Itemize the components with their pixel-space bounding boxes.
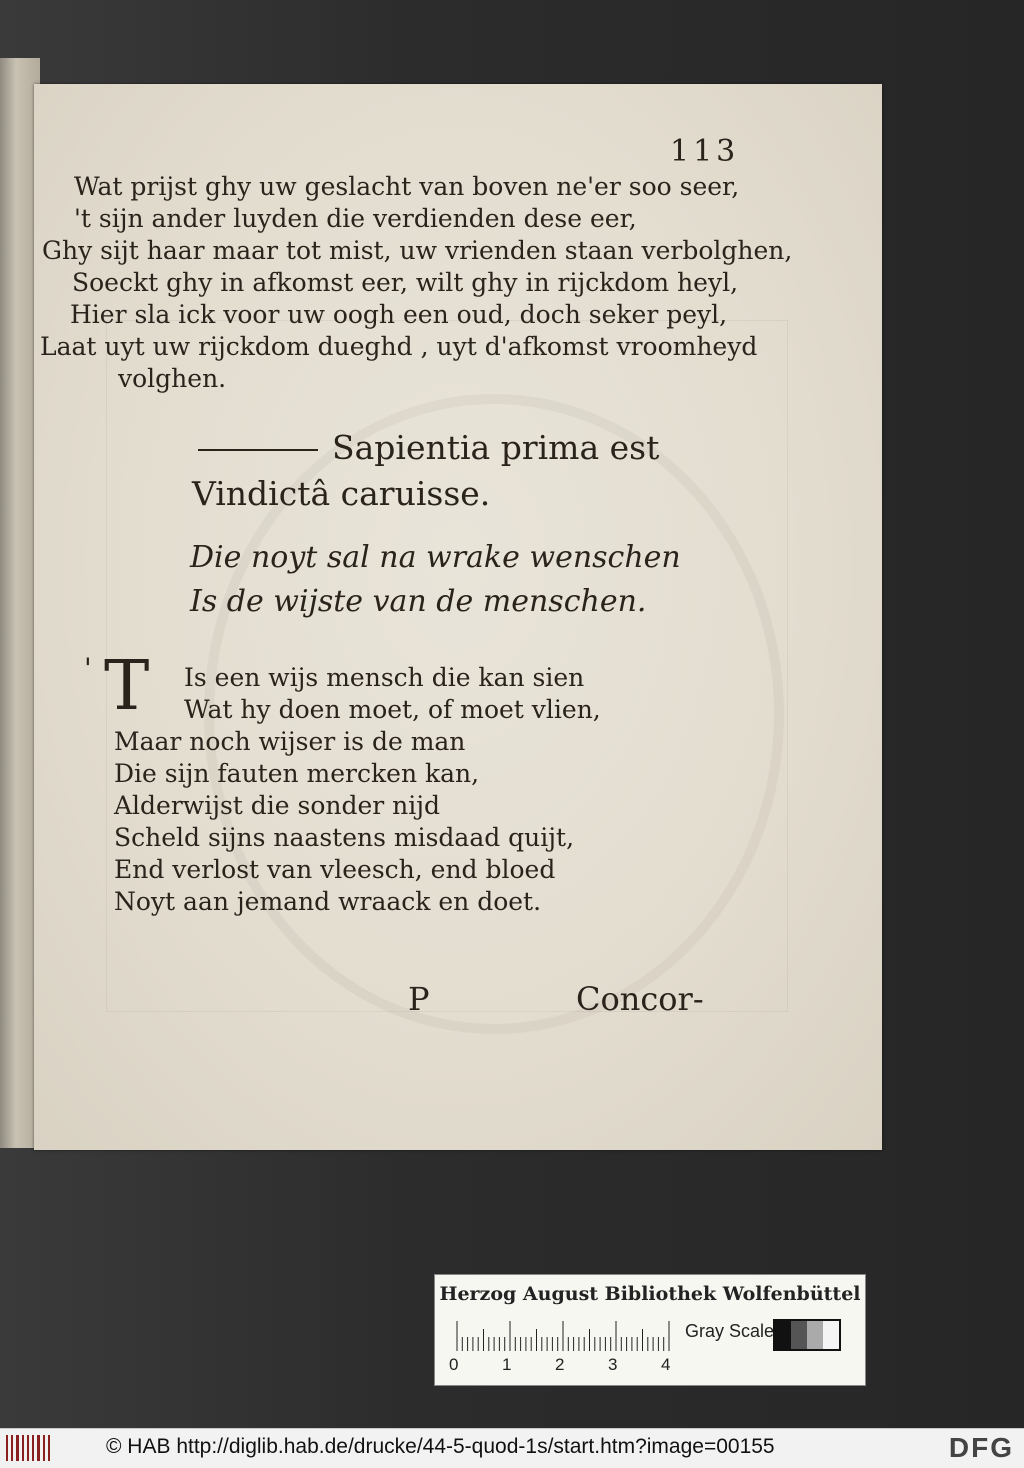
viewer-footer — [0, 1428, 1024, 1468]
verse-line-7: volghen. — [118, 364, 227, 393]
motto-line-1-text: Sapientia prima est — [332, 428, 660, 467]
gray-swatch — [807, 1321, 823, 1349]
verse-line-1: Wat prijst ghy uw geslacht van boven ne'er soo seer, — [74, 172, 740, 201]
catchword: Concor- — [576, 980, 704, 1018]
ruler-number: 0 — [449, 1355, 459, 1374]
apostrophe-mark: ' — [84, 652, 92, 685]
body-line-4: Die sijn fauten mercken kan, — [114, 759, 480, 788]
copyright-url[interactable]: © HAB http://diglib.hab.de/drucke/44-5-quod-1s/start.htm?image=00155 — [106, 1435, 775, 1458]
verse-line-3: Ghy sijt haar maar tot mist, uw vrienden staan verbolghen, — [42, 236, 793, 265]
body-line-8: Noyt aan jemand wraack en doet. — [114, 887, 542, 916]
italic-line-2: Is de wijste van de menschen. — [190, 584, 647, 619]
library-name: Herzog August Bibliothek Wolfenbüttel — [439, 1283, 861, 1305]
dfg-logo: DFG — [948, 1432, 1014, 1463]
body-line-2: Wat hy doen moet, of moet vlien, — [184, 695, 601, 724]
body-line-3: Maar noch wijser is de man — [114, 727, 466, 756]
gray-swatch — [775, 1321, 791, 1349]
library-color-label — [434, 1274, 866, 1386]
body-line-6: Scheld sijns naastens misdaad quijt, — [114, 823, 575, 852]
motto-line-1 — [198, 428, 659, 467]
motto-dash — [198, 449, 318, 451]
hab-logo-icon — [6, 1435, 50, 1461]
ruler-numbers — [449, 1355, 689, 1377]
italic-line-1: Die noyt sal na wrake wenschen — [190, 540, 681, 575]
ruler-number: 3 — [608, 1355, 618, 1374]
gray-scale-label: Gray Scale — [685, 1321, 775, 1341]
verse-line-4: Soeckt ghy in afkomst eer, wilt ghy in rijckdom heyl, — [72, 268, 739, 297]
verse-line-6: Laat uyt uw rijckdom dueghd , uyt d'afkomst vroomheyd — [40, 332, 758, 361]
body-line-7: End verlost van vleesch, end bloed — [114, 855, 556, 884]
gray-scale-swatches — [773, 1319, 841, 1351]
ruler-number: 2 — [555, 1355, 565, 1374]
ruler — [455, 1321, 675, 1351]
gray-swatch — [823, 1321, 839, 1349]
verse-line-5: Hier sla ick voor uw oogh een oud, doch seker peyl, — [70, 300, 728, 329]
ruler-number: 4 — [661, 1355, 671, 1374]
motto-line-2: Vindictâ caruisse. — [192, 474, 491, 513]
drop-cap: T — [104, 647, 150, 726]
page-number: 113 — [670, 134, 740, 169]
book-page — [34, 84, 882, 1150]
body-line-1: Is een wijs mensch die kan sien — [184, 663, 585, 692]
gray-swatch — [791, 1321, 807, 1349]
signature-mark: P — [408, 980, 430, 1018]
body-line-5: Alderwijst die sonder nijd — [114, 791, 441, 820]
ruler-number: 1 — [502, 1355, 512, 1374]
verse-line-2: 't sijn ander luyden die verdienden dese eer, — [74, 204, 637, 233]
